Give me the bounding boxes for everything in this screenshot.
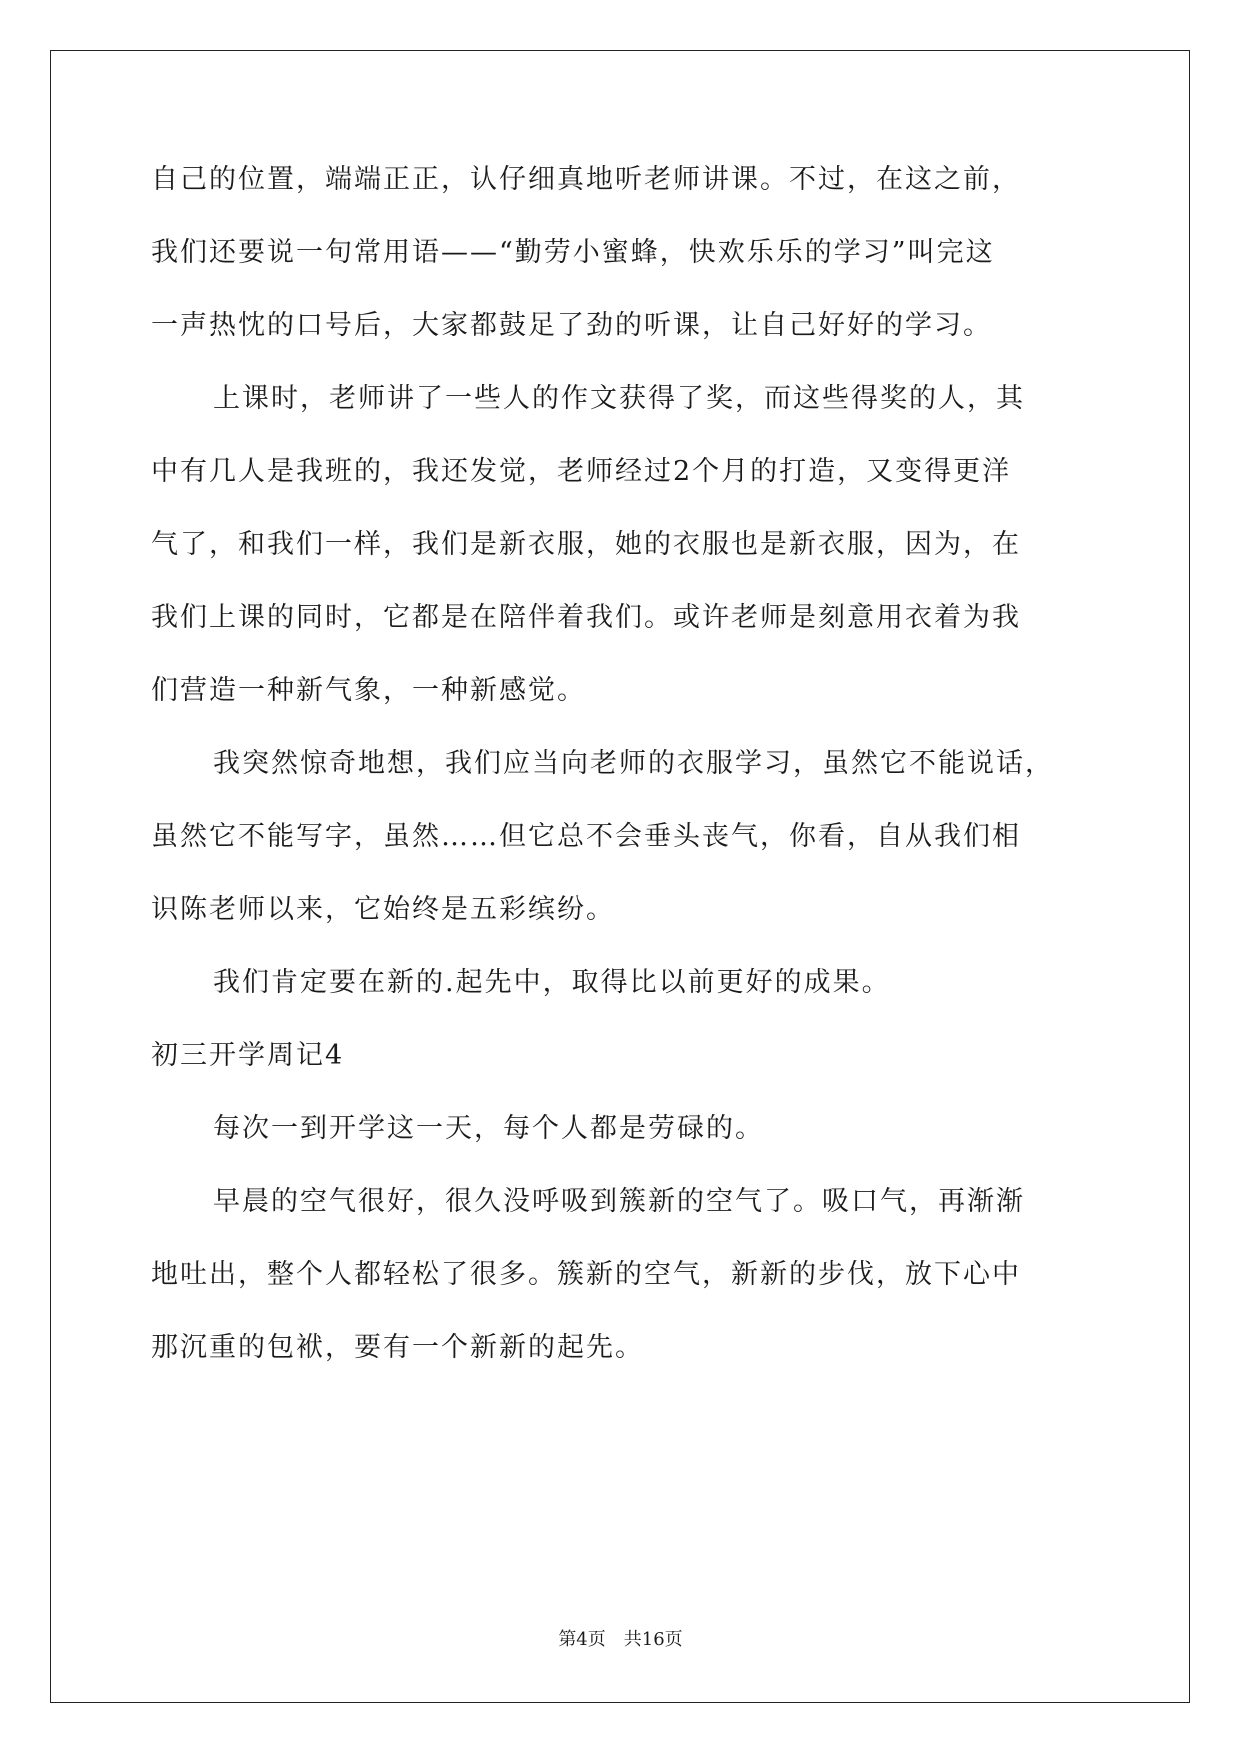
text-line: 识陈老师以来，它始终是五彩缤纷。	[151, 894, 615, 925]
paragraph-start-line: 上课时，老师讲了一些人的作文获得了奖，而这些得奖的人，其	[213, 383, 1025, 414]
text-line: 自己的位置，端端正正，认仔细真地听老师讲课。不过，在这之前，	[151, 164, 1021, 195]
text-line: 我们还要说一句常用语——“勤劳小蜜蜂，快欢乐乐的学习”叫完这	[151, 237, 995, 268]
text-line: 那沉重的包袱，要有一个新新的起先。	[151, 1332, 644, 1363]
text-line: 一声热忱的口号后，大家都鼓足了劲的听课，让自己好好的学习。	[151, 310, 992, 341]
text-line: 我们上课的同时，它都是在陪伴着我们。或许老师是刻意用衣着为我	[151, 602, 1021, 633]
paragraph-start-line: 我突然惊奇地想，我们应当向老师的衣服学习，虽然它不能说话，	[213, 748, 1054, 779]
text-line: 虽然它不能写字，虽然……但它总不会垂头丧气，你看，自从我们相	[151, 821, 1021, 852]
text-line: 们营造一种新气象，一种新感觉。	[151, 675, 586, 706]
text-line: 中有几人是我班的，我还发觉，老师经过2个月的打造，又变得更洋	[151, 456, 1012, 487]
text-line: 气了，和我们一样，我们是新衣服，她的衣服也是新衣服，因为，在	[151, 529, 1021, 560]
paragraph-start-line: 早晨的空气很好，很久没呼吸到簇新的空气了。吸口气，再渐渐	[213, 1186, 1025, 1217]
page-border	[50, 50, 1190, 1703]
paragraph-start-line: 每次一到开学这一天，每个人都是劳碌的。	[213, 1113, 764, 1144]
text-line: 地吐出，整个人都轻松了很多。簇新的空气，新新的步伐，放下心中	[151, 1259, 1021, 1290]
paragraph-start-line: 我们肯定要在新的.起先中，取得比以前更好的成果。	[213, 967, 891, 998]
page-number-footer: 第4页 共16页	[558, 1629, 683, 1650]
section-heading: 初三开学周记4	[151, 1040, 345, 1071]
